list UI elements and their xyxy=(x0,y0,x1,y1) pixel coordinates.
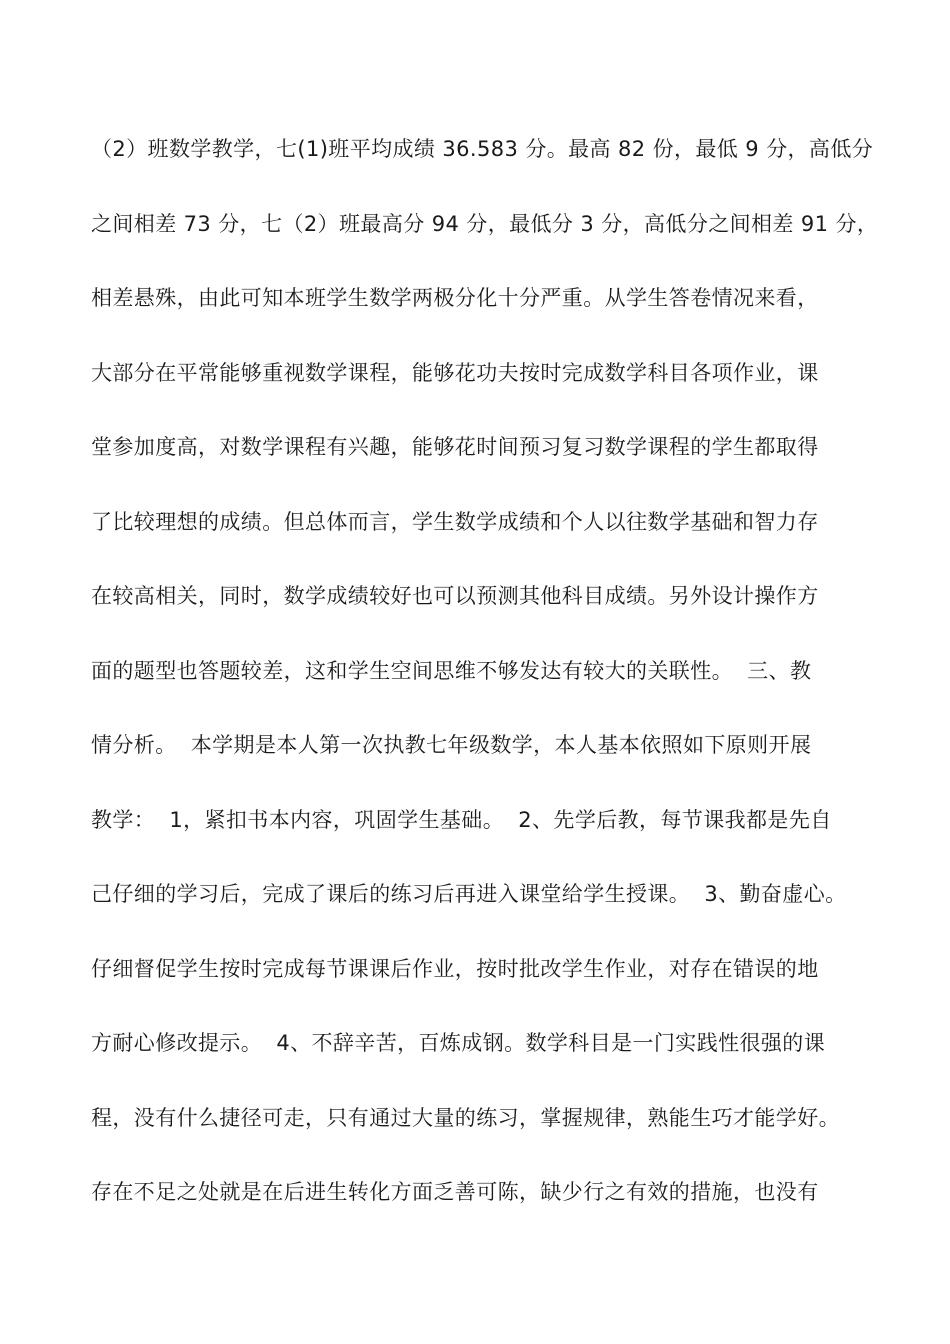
text-line: 存在不足之处就是在后进生转化方面乏善可陈，缺少行之有效的措施，也没有 xyxy=(91,1180,819,1204)
text-line: 在较高相关，同时，数学成绩较好也可以预测其他科目成绩。另外设计操作方 xyxy=(91,584,819,608)
text-line: 相差悬殊，由此可知本班学生数学两极分化十分严重。从学生答卷情况来看， xyxy=(91,286,819,310)
text-line: 程，没有什么捷径可走，只有通过大量的练习，掌握规律，熟能生巧才能学好。 xyxy=(91,1105,840,1130)
text-line: 教学： 1，紧扣书本内容，巩固学生基础。 2、先学后教，每节课我都是先自 xyxy=(91,807,832,832)
text-line: 己仔细的学习后，完成了课后的练习后再进入课堂给学生授课。 3、勤奋虚心。 xyxy=(91,882,847,906)
text-line: 面的题型也答题较差，这和学生空间思维不够发达有较大的关联性。 三、教 xyxy=(91,658,812,683)
text-line: 仔细督促学生按时完成每节课课后作业，按时批改学生作业，对存在错误的地 xyxy=(91,956,819,981)
text-line: 大部分在平常能够重视数学课程，能够花功夫按时完成数学科目各项作业，课 xyxy=(91,360,819,385)
body-text xyxy=(91,129,879,1247)
text-line: 了比较理想的成绩。但总体而言，学生数学成绩和个人以往数学基础和智力存 xyxy=(91,509,819,534)
text-line: 堂参加度高，对数学课程有兴趣，能够花时间预习复习数学课程的学生都取得 xyxy=(91,435,819,459)
text-line: （2）班数学教学，七(1)班平均成绩 36.583 分。最高 82 份，最低 9 分，高低分 xyxy=(91,137,874,161)
text-line: 之间相差 73 分，七（2）班最高分 94 分，最低分 3 分，高低分之间相差 91 分， xyxy=(91,211,879,236)
text-line: 方耐心修改提示。 4、不辞辛苦，百炼成钢。数学科目是一门实践性很强的课 xyxy=(91,1031,826,1055)
text-line: 情分析。 本学期是本人第一次执教七年级数学，本人基本依照如下原则开展 xyxy=(91,733,812,757)
